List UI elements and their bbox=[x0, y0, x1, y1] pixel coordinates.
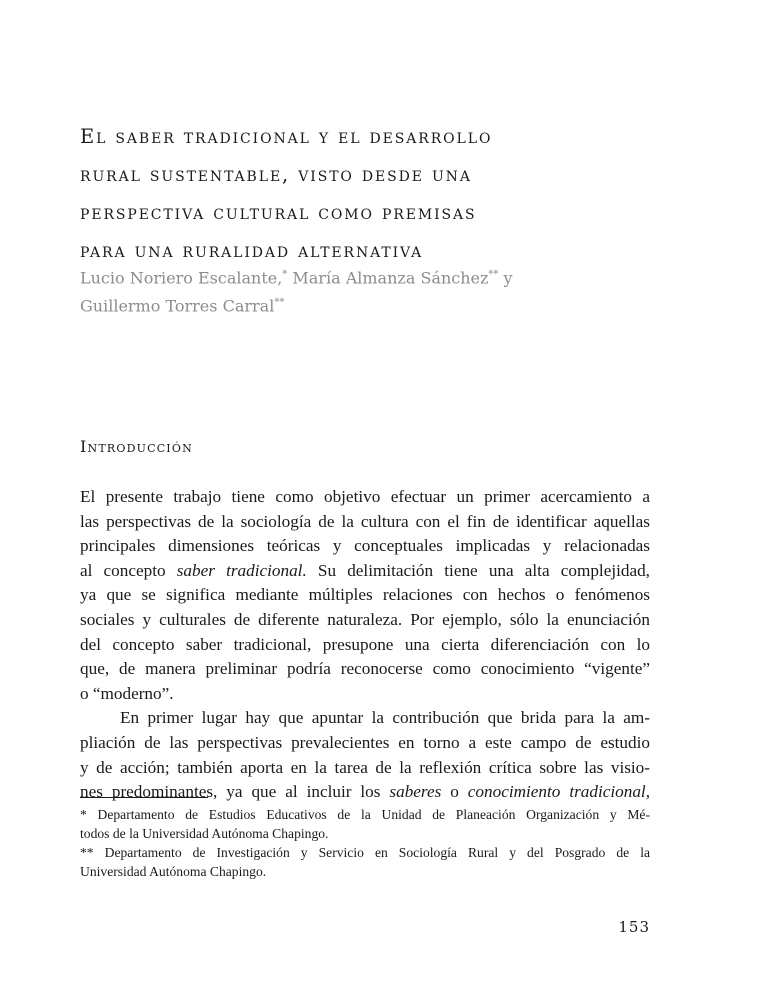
body-text-run: Su delimitación tiene una alta complejidad, bbox=[306, 560, 650, 580]
body-line: las perspectivas de la sociología de la cultura con el fin de identificar aquellas bbox=[80, 511, 650, 531]
chapter-title-line: rural sustentable, visto desde una bbox=[80, 163, 472, 186]
body-line: pliación de las perspectivas prevalecientes en torno a este campo de estudio bbox=[80, 732, 650, 752]
body-line: El presente trabajo tiene como objetivo efectuar un primer acercamiento a bbox=[80, 487, 650, 506]
body-line: ya que se significa mediante múltiples relaciones con hechos o fenómenos bbox=[80, 585, 650, 605]
body-line: sociales y culturales de diferente naturaleza. Por ejemplo, sólo la enunciación bbox=[80, 609, 650, 629]
footnote-marker: * bbox=[282, 269, 288, 280]
chapter-title-line: perspectiva cultural como premisas bbox=[80, 201, 477, 224]
body-text-run: nes predominantes, ya que al incluir los bbox=[80, 782, 390, 802]
body-line: y de acción; también aporta en la tarea de la reflexión crítica sobre las visio- bbox=[80, 757, 650, 777]
chapter-title bbox=[80, 118, 650, 270]
body-text bbox=[80, 485, 650, 805]
author-name: Lucio Noriero Escalante, bbox=[80, 268, 283, 288]
body-line: En primer lugar hay que apuntar la contribución que brida para la am- bbox=[120, 708, 650, 728]
footnotes bbox=[80, 805, 650, 881]
body-line: del concepto saber tradicional, presupone una cierta diferenciación con lo bbox=[80, 634, 650, 654]
page-number: 153 bbox=[618, 918, 650, 936]
emphasis-term: saberes bbox=[389, 782, 442, 802]
chapter-title-line: para una ruralidad alternativa bbox=[80, 239, 424, 262]
footnote-line: ** Departamento de Investigación y Servicio en Sociología Rural y del Posgrado de la bbox=[80, 845, 650, 860]
body-text-run: , bbox=[645, 782, 651, 802]
footnote-line: * Departamento de Estudios Educativos de la Unidad de Planeación Organización y Mé- bbox=[80, 807, 650, 822]
emphasis-term: saber tradicional. bbox=[176, 560, 307, 580]
author-name: María Almanza Sánchez bbox=[287, 268, 489, 288]
body-line: o “moderno”. bbox=[80, 683, 174, 703]
body-text-run: al concepto bbox=[80, 560, 177, 580]
chapter-title-line: El saber tradicional y el desarrollo bbox=[80, 125, 493, 148]
body-line: principales dimensiones teóricas y conceptuales implicadas y relacionadas bbox=[80, 536, 650, 556]
footnote-divider bbox=[80, 797, 208, 798]
footnote-marker: ** bbox=[488, 269, 499, 280]
author-conjunction: y bbox=[498, 268, 513, 288]
author-line bbox=[80, 290, 650, 318]
footnote-marker: ** bbox=[274, 297, 285, 309]
footnote-line: Universidad Autónoma Chapingo. bbox=[80, 864, 267, 879]
author-list bbox=[80, 262, 650, 319]
section-heading: Introducción bbox=[80, 437, 193, 456]
footnote-line: todos de la Universidad Autónoma Chapingo. bbox=[80, 826, 329, 841]
body-line bbox=[80, 559, 650, 584]
body-text-run: o bbox=[441, 782, 468, 802]
body-line bbox=[80, 780, 650, 805]
author-line bbox=[80, 262, 650, 290]
emphasis-term: conocimiento tradicional bbox=[467, 782, 646, 802]
document-page bbox=[80, 0, 650, 994]
body-line: que, de manera preliminar podría reconocerse como conocimiento “vigente” bbox=[80, 659, 650, 679]
author-name: Guillermo Torres Carral bbox=[80, 296, 275, 316]
